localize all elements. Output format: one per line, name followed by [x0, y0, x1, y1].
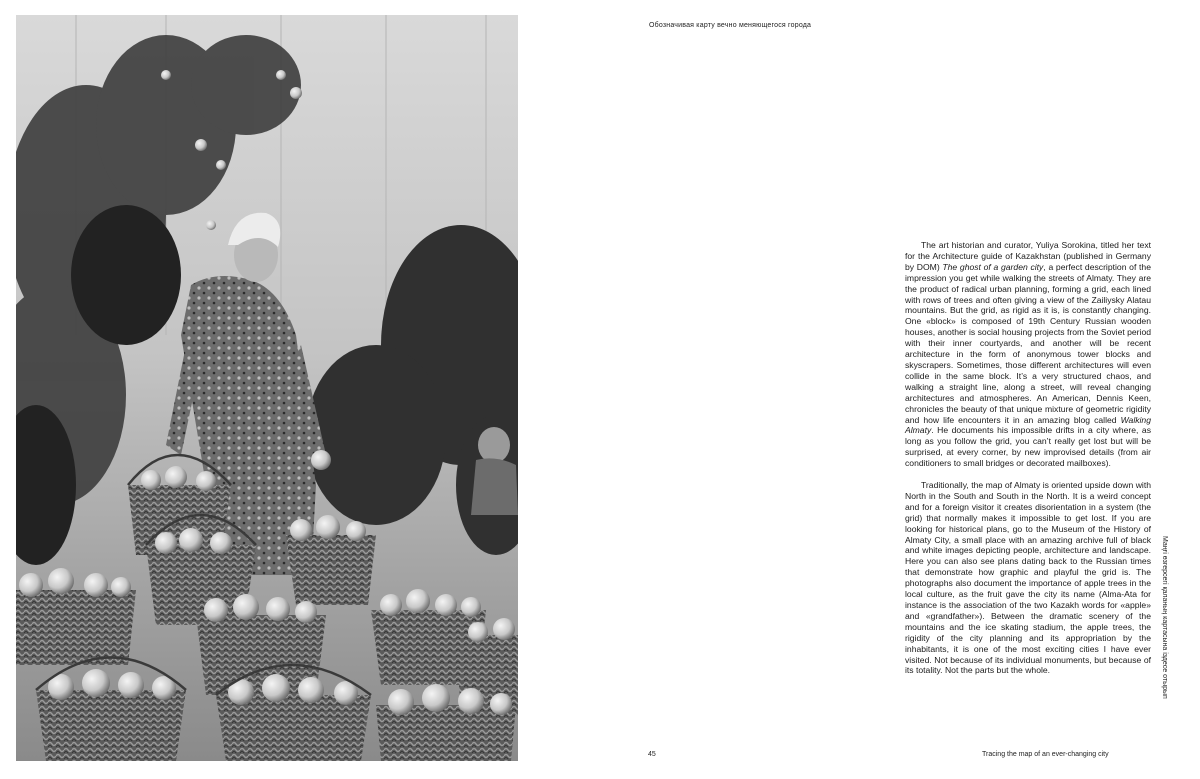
article-body [905, 240, 1151, 687]
footer-title: Tracing the map of an ever-changing city [982, 751, 1109, 758]
vertical-side-title: Маңғі өзгерсегі қаланың картасына іздесе отырып [1161, 536, 1168, 699]
paragraph-2: Traditionally, the map of Almaty is oriented upside down with North in the South and South in the North. It is a weird concept and for a foreign visitor it creates disorientation in a system (the grid) that normally makes it impossible to get lost. If you are looking for historical plans, go to the Museum of the History of Almaty City, a small place with an amazing archive full of black and white images depicting people, architecture and landscape. Here you can also see plans dating back to the Russian times that demonstrate how graphic and playful the grid is. The photographs also document the importance of apple trees in the local culture, as the fruit gave the city its name (Alma-Ata for instance is the association of the two Kazakh words for «apple» and «grandfather»). Between the dramatic scenery of the mountains and the ice skating stadium, the apple trees, the rigidity of the city planning and its appropriation by the inhabitants, it is one of the most exciting cities I have ever visited. Not because of its individual monuments, but because of its totality. Not the parts but the whole. [905, 480, 1151, 676]
running-head: Обозначивая карту вечно меняющегося города [649, 22, 812, 29]
paragraph-1-blog-name: Walking Almaty [905, 414, 1151, 436]
paragraph-1 [905, 240, 1151, 469]
paragraph-1-text-c: . He documents his impossible drifts in a city where, as long as you follow the grid, you can’t really get lost but will be surprised, at every corner, by new improvised details (from air conditioners to small bridges or decorated mailboxes). [905, 425, 1151, 469]
paragraph-1-text-a: The art historian and curator, Yuliya Sorokina, titled her text for the Architecture guide of Kazakhstan (published in Germany by DOM) [905, 240, 1151, 272]
archival-photo [16, 15, 518, 761]
page-number: 45 [648, 751, 656, 758]
paragraph-1-text-b: , a perfect description of the impression you get while walking the streets of Almaty. They are the product of radical urban planning, forming a grid, each lined with rows of trees and often giving a view of the Zailiysky Alatau mountains. But the grid, as rigid as it is, is constantly changing. One «block» is composed of 19th Century Russian wooden houses, another is social housing projects from the Soviet period with their inner courtyards, and another will be recent architecture in the form of anonymous tower blocks and skyscrapers. Sometimes, those different architectures will even collide in the same block. It’s a very structured chaos, and walking a straight line, along a street, will reveal changing architectures and atmospheres. An American, Dennis Keen, chronicles the beauty of that unique mixture of geometric rigidity and how life encounters it in an amazing blog called [905, 261, 1152, 425]
paragraph-1-title-ghost: The ghost of a garden city [942, 261, 1044, 272]
apple-harvest-photo [16, 15, 518, 761]
